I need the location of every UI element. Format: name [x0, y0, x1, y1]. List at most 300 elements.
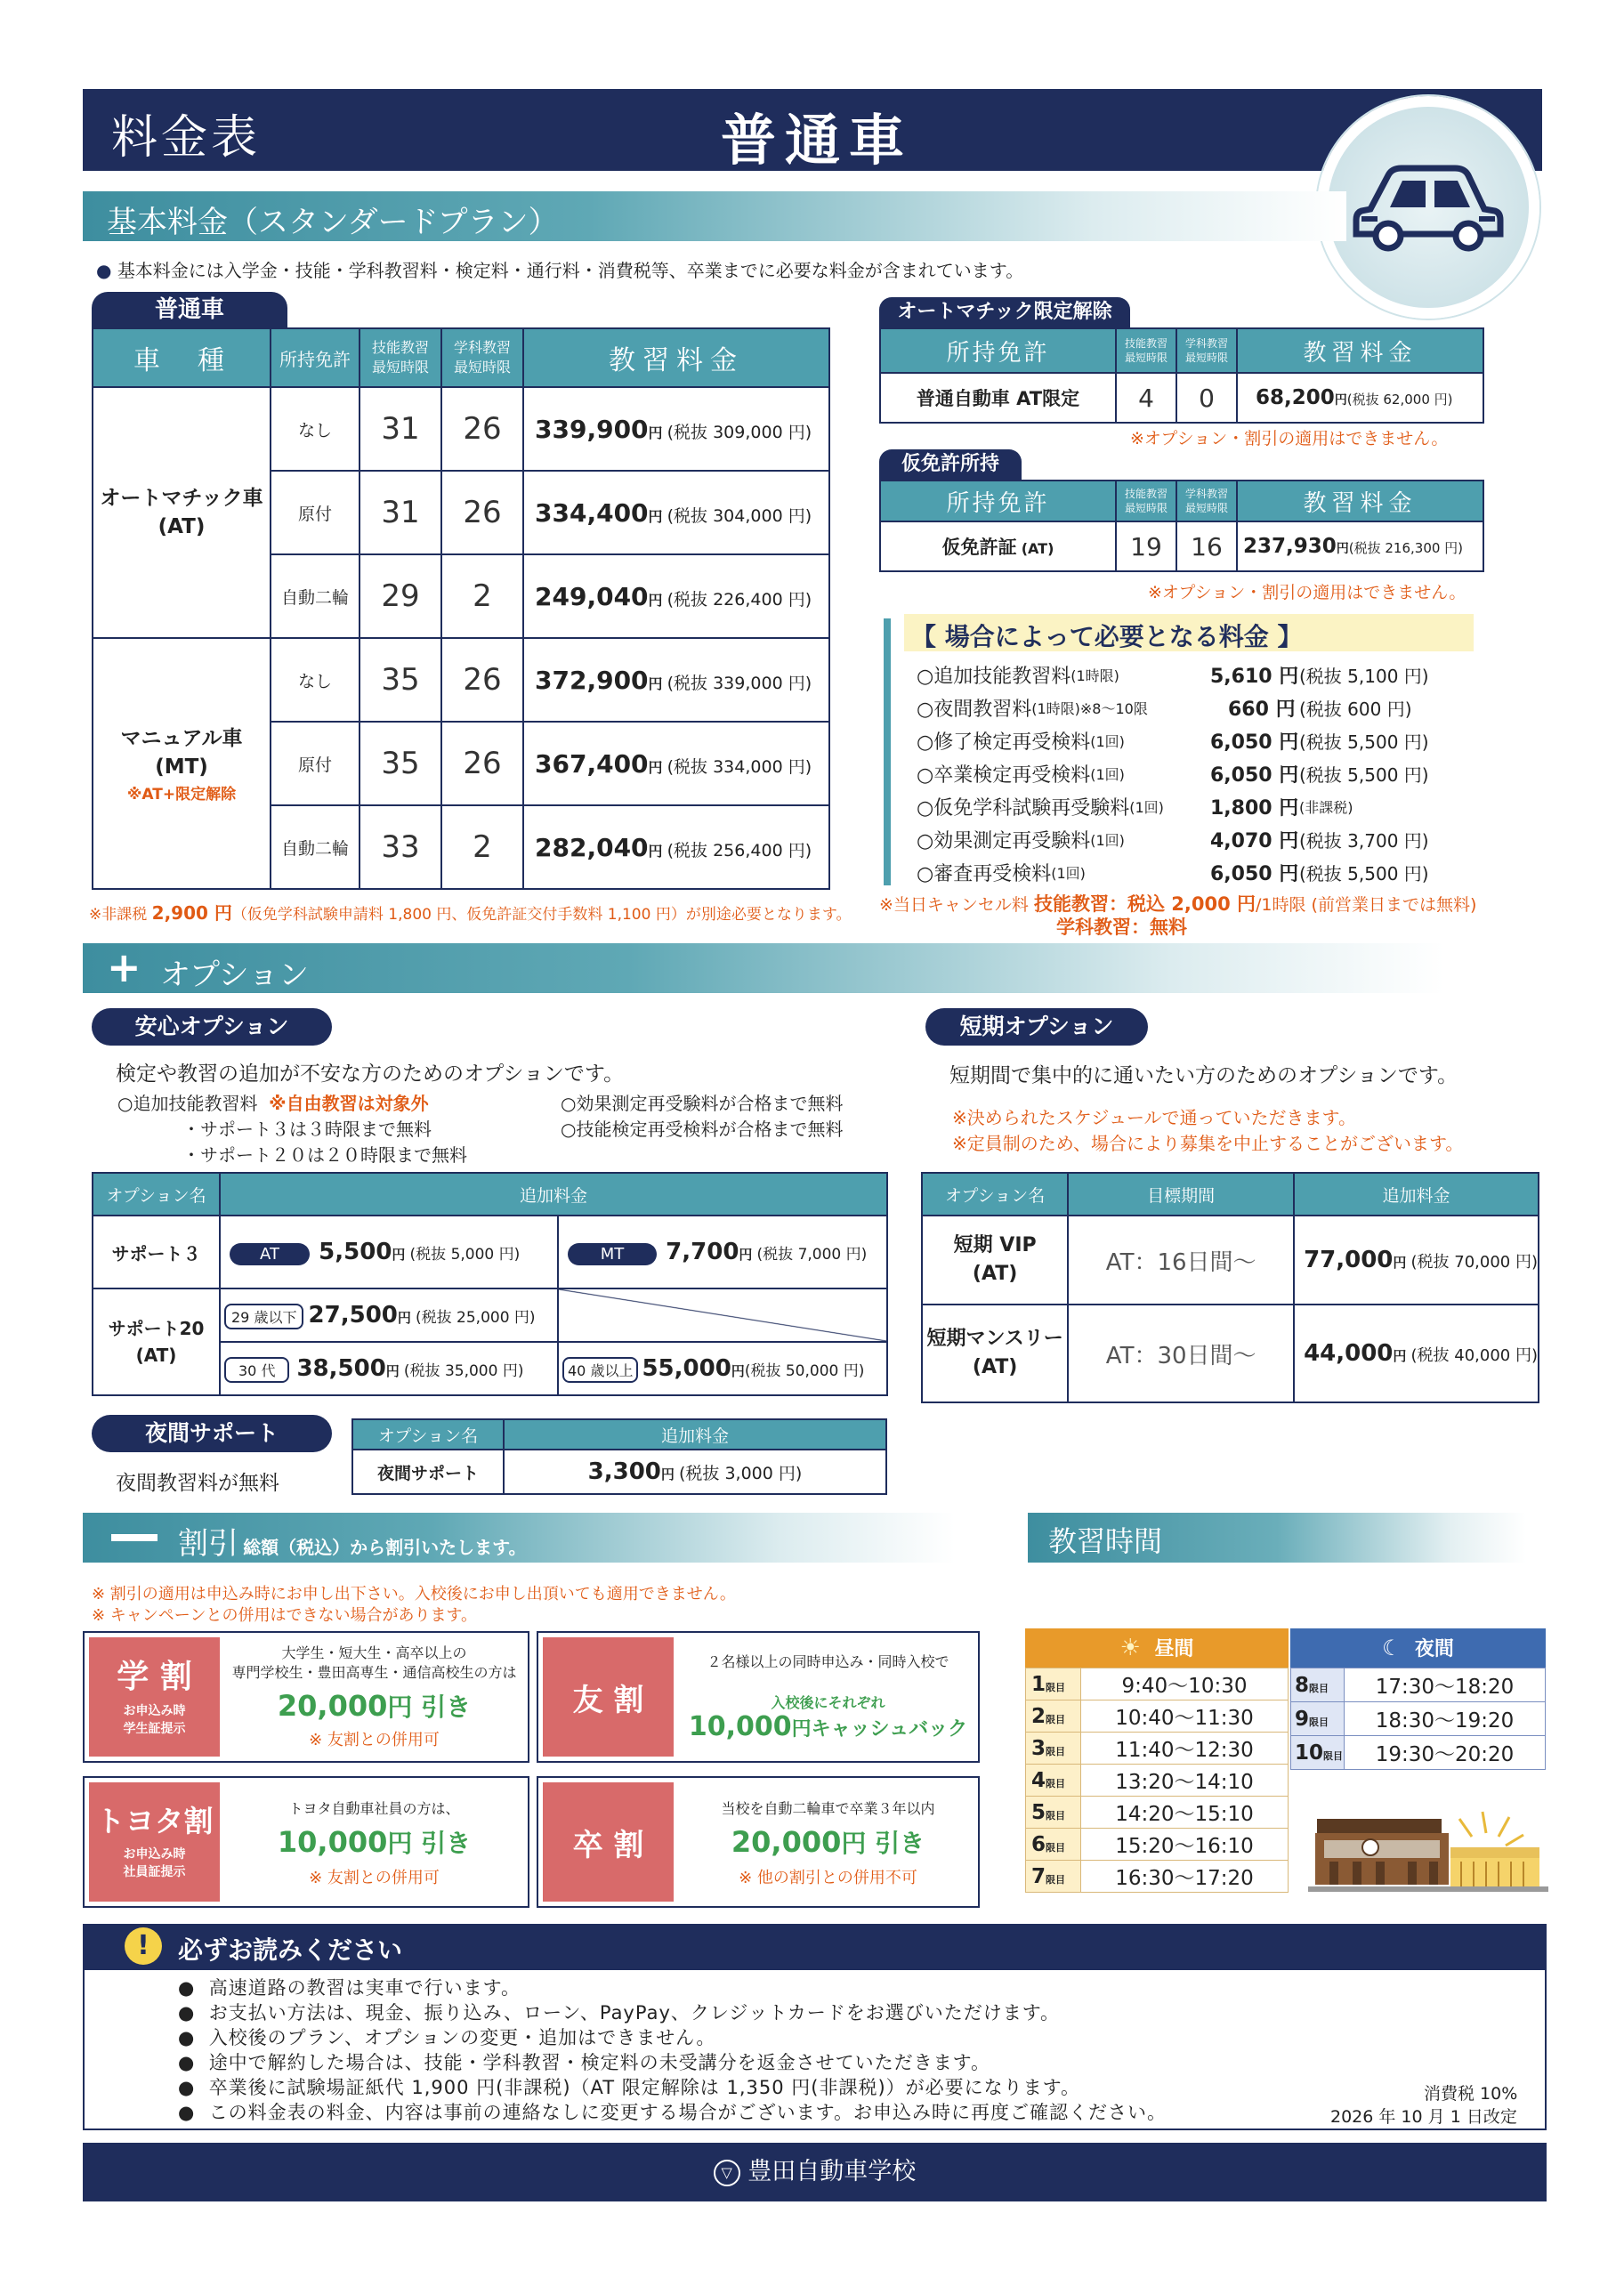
period-time: 15:20〜16:10 [1081, 1829, 1289, 1861]
row-license: 原付 [271, 722, 360, 805]
support20-label: サポート20 (AT) [93, 1288, 220, 1395]
toyotawari-desc: トヨタ自動車社員の方は、 [288, 1800, 460, 1817]
row-fee [523, 554, 829, 638]
support20-empty [558, 1288, 887, 1342]
period-num: 5 [1031, 1800, 1046, 1824]
period-cell [1026, 1797, 1081, 1829]
mt-label-text: マニュアル車 (MT) [120, 726, 243, 779]
short-monthly-fee [1294, 1305, 1539, 1402]
notice-list [178, 1975, 1167, 2125]
sotsuwari-badge [543, 1782, 674, 1902]
period-unit: 限目 [1309, 1716, 1329, 1728]
night-desc: 夜間教習料が無料 [116, 1472, 279, 1495]
fee-yen: 円 [648, 507, 663, 525]
anshin-l2: ・サポート３は３時限まで無料 [182, 1119, 432, 1140]
moon-icon: ☾ [1382, 1636, 1402, 1660]
col-fee: 教習料金 [523, 328, 829, 387]
notice-title: 必ずお読みください [178, 1935, 403, 1965]
option-heading: オプション [160, 957, 309, 993]
night-table [351, 1418, 887, 1495]
short-vip-fee [1294, 1216, 1539, 1305]
at-release-license: 普通自動車 AT限定 [880, 373, 1116, 423]
at-release-table [879, 327, 1484, 424]
notice-item [178, 2050, 1167, 2075]
anshin-table [92, 1172, 888, 1396]
extra-item [917, 823, 1486, 856]
period-num: 8 [1295, 1673, 1310, 1697]
period-num: 6 [1031, 1832, 1046, 1856]
extra-heading: 【 場合によって必要となる料金 】 [911, 622, 1303, 651]
footer-school: 豊田自動車学校 [747, 2158, 917, 2185]
col-class: 学科教習 最短時限 [441, 328, 523, 387]
row-class: 26 [441, 387, 523, 471]
col-type: 車 種 [93, 328, 271, 387]
provisional-class: 16 [1176, 521, 1237, 571]
row-class: 26 [441, 471, 523, 554]
night-tab: 夜間サポート [92, 1415, 332, 1452]
fee-amount: 38,500 [296, 1354, 386, 1382]
row-skill: 31 [360, 387, 441, 471]
footnote-detail: （仮免学科試験申請料 1,800 円、仮免許証交付手数料 1,100 円）が別途必要となります。 [231, 906, 852, 924]
fee-yen: 円 [397, 1309, 411, 1326]
period-unit: 限目 [1046, 1681, 1066, 1693]
extra-price: 6,050 円 [1210, 764, 1299, 787]
gakuwari-sub: お申込み時 学生証提示 [123, 1704, 186, 1736]
extra-item [917, 856, 1486, 889]
footer-bar [83, 2143, 1547, 2201]
extra-name: ○夜間教習料 [917, 699, 1032, 721]
extra-tax: (税抜 5,100 円) [1299, 666, 1429, 687]
provisional-tab: 仮免許所持 [879, 449, 1022, 480]
extra-price: 5,610 円 [1210, 666, 1299, 688]
extra-name: ○修了検定再受検料 [917, 731, 1091, 754]
basic-tab: 普通車 [92, 292, 287, 327]
provisional-license-sub: (AT) [1021, 540, 1054, 557]
support20-age1 [220, 1288, 558, 1342]
period-cell [1026, 1668, 1081, 1700]
sotsuwari-desc: 当校を自動二輪車で卒業３年以内 [721, 1800, 935, 1817]
bullet-icon: ● [178, 2052, 196, 2073]
col-option-name: オプション名 [352, 1419, 504, 1450]
discount-sub: 総額（税込）から割引いたします。 [243, 1537, 527, 1558]
col-option-name: オプション名 [93, 1173, 220, 1216]
provisional-skill: 19 [1116, 521, 1176, 571]
period-time: 18:30〜19:20 [1345, 1702, 1546, 1736]
discount-amount: 10,000 [277, 1825, 388, 1859]
period-cell [1026, 1829, 1081, 1861]
support3-at [220, 1216, 558, 1288]
short-vip-label: 短期 VIP (AT) [922, 1216, 1068, 1305]
provisional-table [879, 480, 1484, 572]
gakuwari-note: ※ 友割との併用可 [309, 1731, 440, 1749]
period-time: 13:20〜14:10 [1081, 1765, 1289, 1797]
fee-tax: (税抜 334,000 円) [667, 756, 812, 777]
discount-unit: 円 引き [387, 1829, 472, 1858]
gakuwari-badge [89, 1637, 220, 1757]
period-num: 7 [1031, 1864, 1046, 1888]
fee-yen: 円 [731, 1362, 745, 1379]
fee-tax: (税抜 35,000 円) [403, 1361, 524, 1380]
fee-yen: 円 [648, 758, 663, 776]
fee-yen: 円 [1393, 1255, 1407, 1271]
fee-tax: (税抜 70,000 円) [1410, 1253, 1538, 1272]
row-fee [523, 387, 829, 471]
toyotawari-title: トヨタ割 [95, 1804, 214, 1838]
day-label: 昼間 [1154, 1638, 1194, 1660]
period-num: 1 [1031, 1672, 1046, 1696]
fee-amount: 7,700 [666, 1239, 739, 1265]
notice-tax: 消費税 10% [1424, 2084, 1518, 2104]
discount-amount: 10,000 [688, 1711, 792, 1742]
period-time: 9:40〜10:30 [1081, 1668, 1289, 1700]
at-label: オートマチック車 (AT) [93, 387, 271, 638]
basic-heading: 基本料金（スタンダードプラン） [107, 205, 559, 240]
night-schedule [1290, 1668, 1546, 1770]
short-tab: 短期オプション [925, 1008, 1148, 1046]
row-license: 自動二輪 [271, 805, 360, 889]
period-unit: 限目 [1046, 1777, 1066, 1789]
period-unit: 限目 [1046, 1745, 1066, 1757]
anshin-l1-note: ※自由教習は対象外 [269, 1093, 429, 1114]
at-release-fee [1237, 373, 1483, 423]
fee-tax: (税抜 3,000 円) [679, 1464, 803, 1483]
discount-heading [178, 1519, 527, 1563]
period-cell [1291, 1702, 1345, 1736]
minus-icon [111, 1534, 158, 1541]
fee-tax: (税抜 5,000 円) [409, 1246, 521, 1264]
period-cell [1026, 1861, 1081, 1893]
fee-yen: 円 [1336, 542, 1349, 556]
day-header [1025, 1628, 1289, 1668]
tomowari-title: 友 割 [572, 1682, 644, 1718]
short-monthly-period: AT：30日間〜 [1068, 1305, 1294, 1402]
short-monthly-label: 短期マンスリー (AT) [922, 1305, 1068, 1402]
fee-amount: 367,400 [535, 748, 649, 779]
fee-amount: 27,500 [308, 1301, 398, 1329]
tomowari-badge [543, 1637, 674, 1757]
row-skill: 35 [360, 722, 441, 805]
school-building-illustration [1308, 1806, 1548, 1904]
car-badge [1317, 96, 1539, 319]
row-class: 2 [441, 554, 523, 638]
toyotawari-amount [225, 1824, 523, 1860]
extra-sub: (1回) [1090, 832, 1125, 849]
gakuwari-card [83, 1631, 529, 1763]
row-fee [523, 805, 829, 889]
footnote-label: ※非課税 [89, 906, 148, 924]
age-badge: 30 代 [224, 1357, 289, 1383]
support20-age3 [558, 1342, 887, 1395]
sotsuwari-amount [679, 1824, 977, 1860]
col-skill: 技能教習 最短時限 [1116, 328, 1176, 373]
gakuwari-desc: 大学生・短大生・高卒以上の 専門学校生・豊田高専生・通信高校生の方は [231, 1644, 517, 1681]
notice-text: 卒業後に試験場証紙代 1,900 円(非課税)（AT 限定解除は 1,350 円(非課税)）が必要になります。 [208, 2077, 1080, 2098]
extra-price: 6,050 円 [1210, 863, 1299, 885]
period-cell [1026, 1700, 1081, 1733]
fee-yen: 円 [648, 424, 663, 441]
toyotawari-card [83, 1776, 529, 1908]
fee-yen: 円 [392, 1247, 406, 1263]
extra-tax: (税抜 600 円) [1299, 699, 1412, 720]
fee-yen: 円 [648, 675, 663, 692]
col-fee: 教習料金 [1237, 328, 1483, 373]
short-vip-period: AT：16日間〜 [1068, 1216, 1294, 1305]
cancel-label: ※当日キャンセル料 [879, 895, 1029, 915]
extra-tax: (非課税) [1299, 799, 1353, 816]
basic-note-text: 基本料金には入学金・技能・学科教習料・検定料・通行料・消費税等、卒業までに必要な料金が含まれています。 [117, 260, 1024, 281]
fee-tax: (税抜 226,400 円) [667, 589, 812, 610]
short-desc: 短期間で集中的に通いたい方のためのオプションです。 [949, 1064, 1458, 1087]
day-schedule [1025, 1668, 1289, 1893]
col-fee: 教習料金 [1237, 481, 1483, 521]
extra-item [917, 658, 1486, 691]
fee-amount: 44,000 [1304, 1340, 1394, 1367]
extra-item [917, 724, 1486, 757]
header-vehicle: 普通車 [721, 108, 914, 173]
fee-yen: 円 [385, 1362, 400, 1379]
row-fee [523, 638, 829, 722]
col-period: 目標期間 [1068, 1173, 1294, 1216]
fee-amount: 77,000 [1304, 1247, 1394, 1273]
fee-tax: (税抜 256,400 円) [667, 840, 812, 860]
period-unit: 限目 [1323, 1749, 1344, 1762]
sotsuwari-note: ※ 他の割引との併用不可 [739, 1869, 917, 1887]
extra-tax: (税抜 5,500 円) [1299, 863, 1429, 885]
anshin-tab: 安心オプション [92, 1008, 332, 1046]
extra-sub: (1回) [1090, 766, 1125, 783]
sun-icon: ☀ [1119, 1635, 1141, 1661]
bullet-icon: ● [178, 2027, 196, 2048]
provisional-license-text: 仮免許証 [941, 537, 1017, 558]
bullet-icon: ● [178, 2102, 196, 2123]
discount-unit: 円 引き [841, 1829, 925, 1858]
row-class: 26 [441, 722, 523, 805]
anshin-r1: ○効果測定再受験料が合格まで無料 [561, 1093, 844, 1114]
extra-item [917, 757, 1486, 790]
fee-tax: (税抜 309,000 円) [667, 422, 812, 442]
col-option-name: オプション名 [922, 1173, 1068, 1216]
fee-tax: (税抜 339,000 円) [667, 673, 812, 693]
toyotawari-badge [89, 1782, 220, 1902]
discount-unit: 円キャッシュバック [791, 1718, 968, 1741]
at-release-note: ※オプション・割引の適用はできません。 [1130, 429, 1449, 448]
at-release-class: 0 [1176, 373, 1237, 423]
schedule-heading: 教習時間 [1048, 1524, 1163, 1558]
basic-note [96, 256, 1023, 282]
fee-tax: (税抜 50,000 円) [744, 1361, 865, 1380]
col-skill: 技能教習 最短時限 [1116, 481, 1176, 521]
night-header [1290, 1628, 1546, 1668]
period-num: 4 [1031, 1768, 1046, 1792]
discount-amount: 20,000 [277, 1689, 388, 1723]
plus-icon: + [107, 943, 141, 991]
fee-amount: 5,500 [319, 1239, 392, 1265]
fee-amount: 249,040 [535, 581, 649, 611]
sotsuwari-title: 卒 割 [572, 1827, 644, 1863]
row-class: 26 [441, 638, 523, 722]
bullet-icon: ● [178, 2002, 196, 2024]
period-unit: 限目 [1046, 1809, 1066, 1822]
anshin-desc: 検定や教習の追加が不安な方のためのオプションです。 [116, 1062, 625, 1086]
fee-amount: 339,900 [535, 414, 649, 444]
col-license: 所持免許 [880, 481, 1116, 521]
discount-title: 割引 [178, 1526, 238, 1562]
discount-note-2: ※ キャンペーンとの併用はできない場合があります。 [92, 1606, 478, 1625]
notice-item [178, 2100, 1167, 2125]
extra-name: ○卒業検定再受検料 [917, 764, 1091, 787]
fee-yen: 円 [1393, 1348, 1407, 1364]
fee-amount: 282,040 [535, 832, 649, 862]
support20-age2 [220, 1342, 558, 1395]
age-badge: 40 歳以上 [562, 1357, 638, 1383]
age-badge: 29 歳以下 [224, 1304, 303, 1329]
fee-yen: 円 [660, 1466, 675, 1482]
period-time: 14:20〜15:10 [1081, 1797, 1289, 1829]
row-skill: 29 [360, 554, 441, 638]
col-license: 所持免許 [271, 328, 360, 387]
at-release-tab: オートマチック限定解除 [879, 297, 1130, 327]
school-logo-icon: ▽ [714, 2160, 740, 2186]
fee-tax: (税抜 7,000 円) [756, 1246, 868, 1264]
period-num: 3 [1031, 1736, 1046, 1760]
col-add-fee: 追加料金 [1294, 1173, 1539, 1216]
anshin-l3: ・サポート２０は２０時限まで無料 [182, 1144, 467, 1166]
bullet-icon: ● [178, 2077, 196, 2098]
provisional-fee [1237, 521, 1483, 571]
notice-text: この料金表の料金、内容は事前の連絡なしに変更する場合がございます。お申込み時に再度ご確認ください。 [208, 2102, 1168, 2123]
notice-item [178, 2025, 1167, 2050]
col-skill: 技能教習 最短時限 [360, 328, 441, 387]
anshin-l1 [117, 1089, 429, 1115]
fee-tax: (税抜 62,000 円) [1346, 392, 1453, 408]
night-label: 夜間 [1414, 1638, 1454, 1660]
extra-sub: (1回) [1129, 799, 1164, 816]
sotsuwari-card [537, 1776, 980, 1908]
period-time: 17:30〜18:20 [1345, 1668, 1546, 1702]
toyotawari-note: ※ 友割との併用可 [309, 1869, 440, 1887]
period-time: 10:40〜11:30 [1081, 1700, 1289, 1733]
anshin-l1-text: ○追加技能教習料 [117, 1093, 258, 1114]
notice-text: 途中で解約した場合は、技能・学科教習・検定料の未受講分を返金させていただきます。 [208, 2052, 991, 2073]
tomowari-card [537, 1631, 980, 1763]
bullet-icon: ● [96, 260, 112, 281]
basic-footnote [89, 899, 851, 925]
extra-name: ○追加技能教習料 [917, 666, 1071, 688]
tomowari-desc: ２名様以上の同時申込み・同時入校で [707, 1653, 949, 1670]
period-time: 19:30〜20:20 [1345, 1736, 1546, 1770]
anshin-r2: ○技能検定再受検料が合格まで無料 [561, 1119, 844, 1140]
extra-price: 1,800 円 [1210, 797, 1299, 820]
footnote-amount: 2,900 円 [151, 902, 232, 924]
notice-date: 2026 年 10 月 1 日改定 [1330, 2107, 1517, 2127]
tomowari-desc2: 入校後にそれぞれ [771, 1694, 885, 1711]
row-license: 自動二輪 [271, 554, 360, 638]
period-num: 10 [1295, 1741, 1324, 1765]
extra-name: ○仮免学科試験再受験料 [917, 797, 1130, 820]
row-fee [523, 722, 829, 805]
extra-sub: (1回) [1090, 733, 1125, 750]
period-num: 9 [1295, 1707, 1310, 1731]
basic-fee-table [92, 327, 830, 890]
discount-note-1: ※ 割引の適用は申込み時にお申し出下さい。入校後にお申し出頂いても適用できません。 [92, 1585, 736, 1603]
period-cell [1291, 1736, 1345, 1770]
col-add-fee: 追加料金 [504, 1419, 886, 1450]
support3-label: サポート３ [93, 1216, 220, 1288]
extra-sub: (1時限)※8〜10限 [1031, 700, 1148, 717]
row-fee [523, 471, 829, 554]
row-license: 原付 [271, 471, 360, 554]
bullet-icon: ● [178, 1977, 196, 1999]
mt-badge: MT [568, 1243, 657, 1265]
col-license: 所持免許 [880, 328, 1116, 373]
extra-price: 4,070 円 [1210, 830, 1299, 852]
tomowari-amount [679, 1711, 977, 1742]
row-class: 2 [441, 805, 523, 889]
period-unit: 限目 [1309, 1682, 1329, 1694]
fee-tax: (税抜 25,000 円) [416, 1308, 536, 1327]
extra-item [917, 790, 1486, 823]
provisional-note: ※オプション・割引の適用はできません。 [1148, 583, 1466, 602]
fee-amount: 55,000 [642, 1354, 731, 1382]
discount-amount: 20,000 [731, 1825, 842, 1859]
extra-list [917, 658, 1486, 889]
row-license: なし [271, 638, 360, 722]
car-icon [1353, 156, 1504, 254]
at-release-skill: 4 [1116, 373, 1176, 423]
night-name: 夜間サポート [352, 1450, 504, 1494]
cancel-skill: 技能教習：税込 2,000 円 [1033, 893, 1256, 915]
discount-unit: 円 引き [387, 1692, 472, 1722]
header-title: 料金表 [111, 111, 262, 165]
toyotawari-sub: お申込み時 社員証提示 [123, 1847, 186, 1879]
gakuwari-amount [225, 1688, 523, 1724]
gakuwari-title: 学 割 [117, 1659, 192, 1695]
extra-sub: (1回) [1051, 865, 1086, 882]
extra-tax: (税抜 5,500 円) [1299, 731, 1429, 753]
notice-text: 高速道路の教習は実車で行います。 [208, 1977, 521, 1999]
short-note-1: ※決められたスケジュールで通っていただきます。 [952, 1107, 1356, 1128]
at-badge: AT [230, 1243, 310, 1265]
support3-mt [558, 1216, 887, 1288]
notice-item [178, 2075, 1167, 2100]
extra-tax: (税抜 5,500 円) [1299, 764, 1429, 786]
fee-amount: 68,200 [1256, 386, 1335, 409]
period-cell [1026, 1733, 1081, 1765]
provisional-license [880, 521, 1116, 571]
cancel-line-2: 学科教習：無料 [1056, 917, 1187, 938]
extra-price: 6,050 円 [1210, 731, 1299, 754]
extra-tax: (税抜 3,700 円) [1299, 830, 1429, 852]
short-table [921, 1172, 1539, 1403]
notice-text: 入校後のプラン、オプションの変更・追加はできません。 [208, 2027, 716, 2048]
fee-tax: (税抜 40,000 円) [1410, 1346, 1538, 1365]
period-cell [1291, 1668, 1345, 1702]
row-skill: 33 [360, 805, 441, 889]
fee-tax: (税抜 304,000 円) [667, 505, 812, 526]
extra-name: ○効果測定再受験料 [917, 830, 1091, 852]
row-skill: 31 [360, 471, 441, 554]
short-note-2: ※定員制のため、場合により募集を中止することがございます。 [952, 1133, 1464, 1154]
fee-yen: 円 [1334, 393, 1347, 408]
extra-accent-bar [884, 618, 891, 885]
row-license: なし [271, 387, 360, 471]
fee-tax: (税抜 216,300 円) [1348, 540, 1464, 556]
warning-icon: ! [125, 1927, 162, 1965]
cancel-skill-note: /1時限 (前営業日までは無料) [1256, 895, 1477, 915]
fee-yen: 円 [648, 842, 663, 860]
row-skill: 35 [360, 638, 441, 722]
fee-amount: 372,900 [535, 665, 649, 695]
